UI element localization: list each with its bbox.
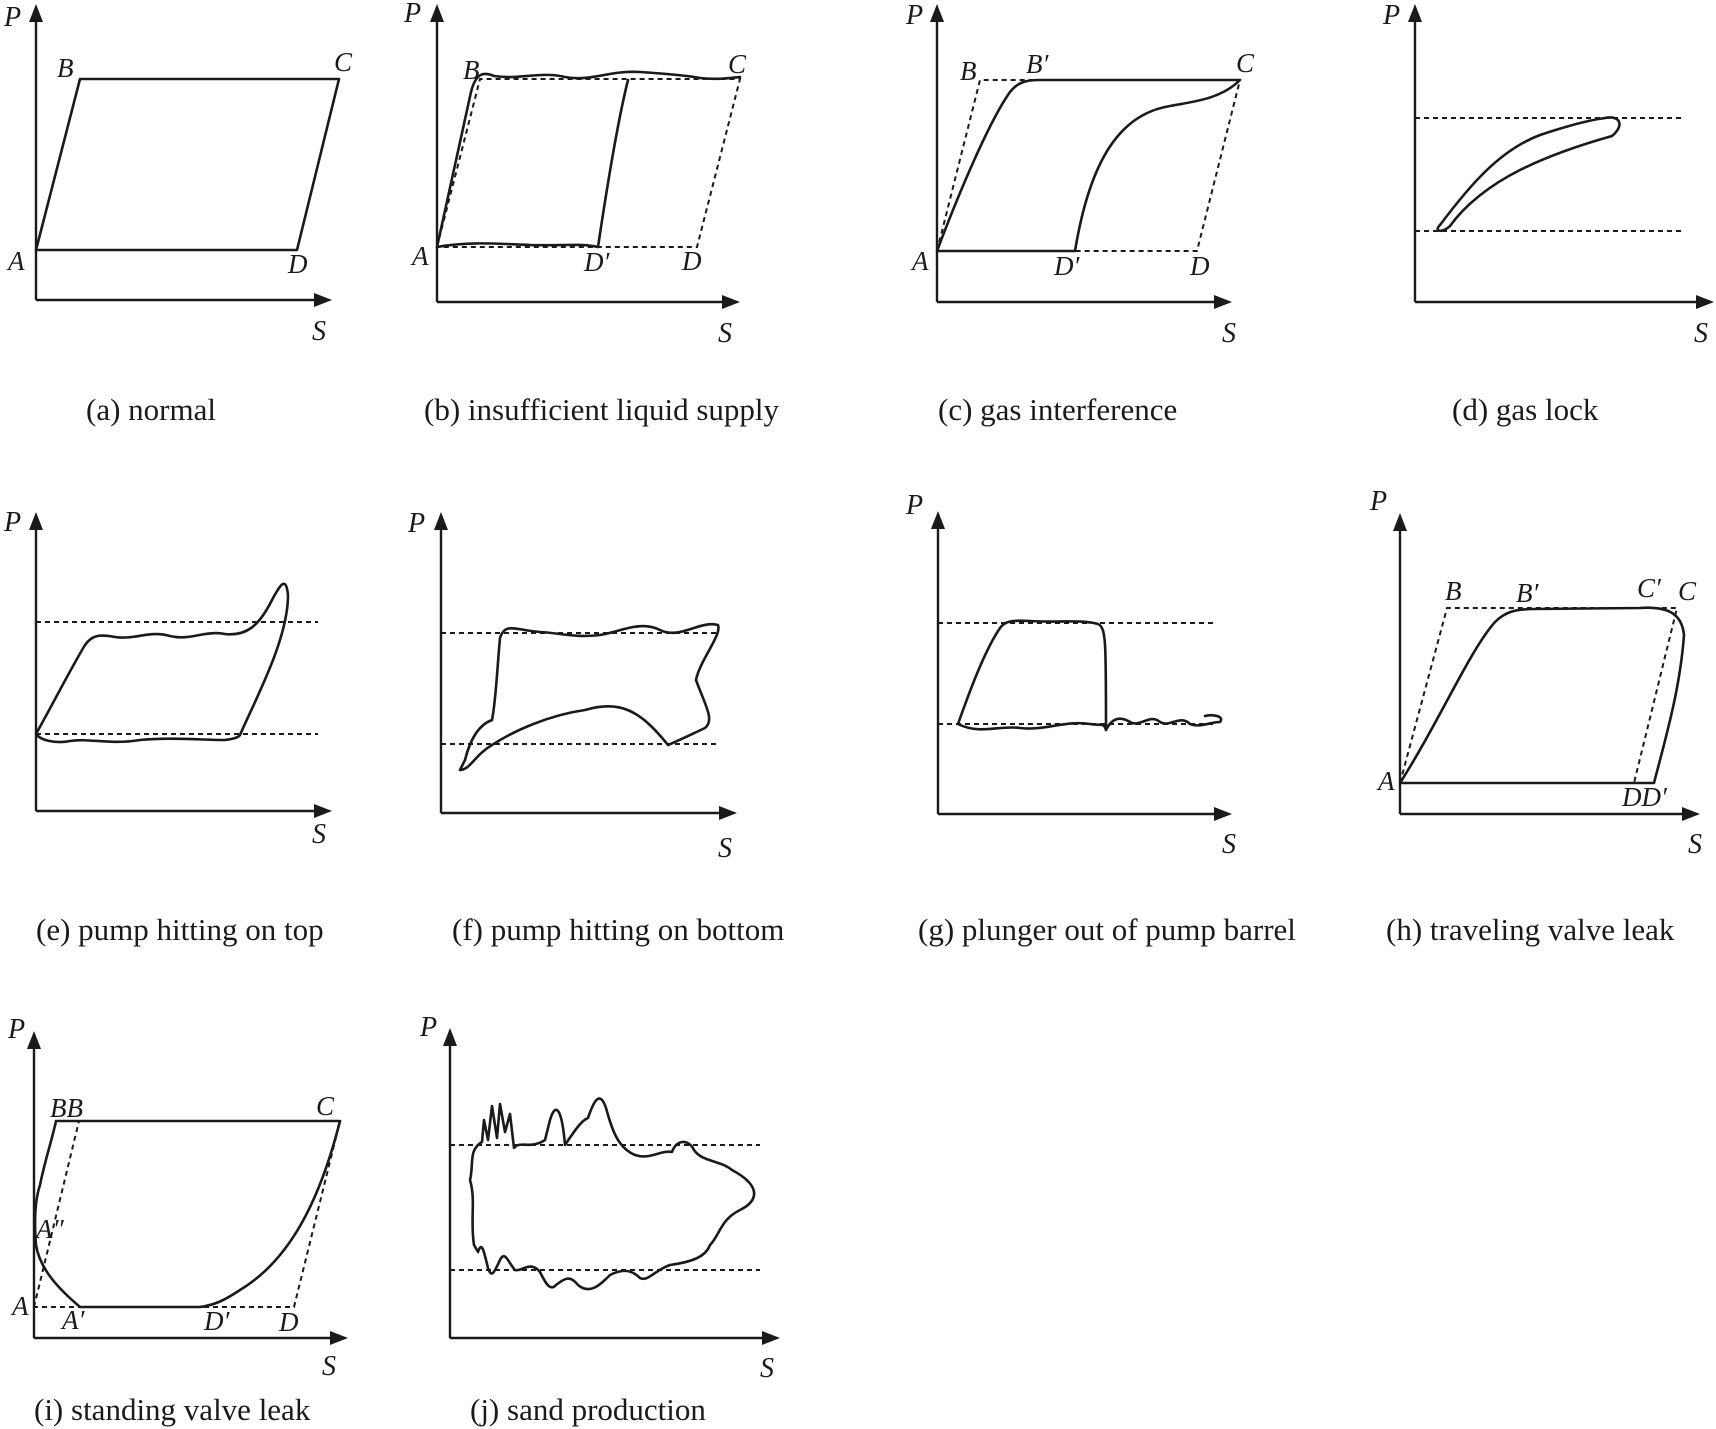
point-label-B: B (463, 55, 480, 85)
card-curve-b (437, 72, 740, 247)
caption-j: (j) sand production (470, 1392, 706, 1427)
x-axis-label: S (1694, 318, 1708, 349)
card-curve-a (36, 79, 339, 250)
point-label-B: B (1445, 576, 1462, 606)
x-axis-label: S (312, 819, 326, 850)
point-label-C-prime: C′ (1637, 573, 1661, 603)
panel-e (3, 507, 332, 947)
panel-f (407, 508, 784, 947)
point-label-B-prime: B′ (1026, 49, 1049, 79)
panel-b (403, 0, 780, 427)
point-label-D-prime: D′ (584, 247, 610, 277)
panel-c (905, 0, 1255, 427)
axes-e (3, 507, 332, 850)
point-label-D-prime: D′ (1054, 251, 1080, 281)
ideal-card-c (937, 80, 1240, 251)
point-label-B: B (57, 53, 74, 83)
x-axis-label: S (718, 318, 732, 349)
point-label-C: C (1236, 48, 1255, 78)
caption-g: (g) plunger out of pump barrel (918, 912, 1296, 947)
point-label-A: A (8, 246, 25, 276)
panel-h (1369, 486, 1702, 947)
x-axis-label: S (1688, 829, 1702, 860)
y-axis-label: P (1370, 486, 1388, 517)
x-axis-label: S (718, 833, 732, 864)
point-label-C: C (334, 47, 353, 77)
card-curve-j (470, 1099, 754, 1290)
point-label-BB: BB (50, 1093, 83, 1123)
ideal-card-b (437, 79, 740, 247)
card-curve-d (1438, 117, 1620, 230)
caption-b: (b) insufficient liquid supply (424, 392, 780, 427)
point-label-A: A (12, 1291, 29, 1321)
point-label-A: A (1378, 766, 1395, 796)
axes-f (407, 508, 737, 864)
card-curve-i (35, 1121, 340, 1307)
point-label-DD-prime: DD′ (1622, 782, 1667, 812)
y-axis-label: P (4, 507, 22, 538)
y-axis-label: P (404, 0, 422, 29)
y-axis-label: P (4, 2, 22, 33)
y-axis-label: P (906, 0, 924, 31)
y-axis-label: P (906, 490, 924, 521)
x-axis-label: S (760, 1353, 774, 1384)
point-label-D-prime: D′ (204, 1306, 230, 1336)
caption-i: (i) standing valve leak (34, 1392, 311, 1427)
panel-g (905, 490, 1296, 947)
point-label-B-prime: B′ (1516, 578, 1539, 608)
caption-e: (e) pump hitting on top (36, 912, 324, 947)
caption-d: (d) gas lock (1452, 392, 1599, 427)
point-label-A: A (912, 246, 929, 276)
x-axis-label: S (1222, 829, 1236, 860)
point-label-B: B (960, 56, 977, 86)
point-label-C: C (1678, 576, 1697, 606)
point-label-A-double-prime: A″ (36, 1214, 64, 1244)
caption-f: (f) pump hitting on bottom (452, 912, 785, 947)
card-curve-h (1400, 608, 1684, 783)
card-curve-g (958, 621, 1221, 730)
x-axis-label: S (1222, 318, 1236, 349)
axes-c (905, 0, 1236, 349)
caption-h: (h) traveling valve leak (1386, 912, 1675, 947)
point-label-D: D (682, 246, 702, 276)
axes-a (3, 2, 332, 347)
ideal-card-i (34, 1121, 340, 1307)
point-label-D: D (288, 249, 308, 279)
panel-d (1382, 0, 1714, 427)
x-axis-label: S (322, 1351, 336, 1382)
y-axis-label: P (420, 1012, 438, 1043)
point-label-D: D (1190, 251, 1210, 281)
ideal-card-h (1400, 608, 1677, 783)
point-label-C: C (728, 49, 747, 79)
card-curve-f (460, 624, 718, 770)
panel-j (419, 1012, 780, 1427)
point-label-A-prime: A′ (62, 1305, 85, 1335)
y-axis-label: P (408, 508, 426, 539)
card-curve-c (937, 80, 1240, 251)
axes-g (905, 490, 1236, 860)
card-curve-e (36, 584, 288, 742)
x-axis-label: S (312, 316, 326, 347)
panel-a (3, 2, 353, 427)
y-axis-label: P (1383, 0, 1401, 31)
panel-i (7, 1014, 348, 1427)
caption-c: (c) gas interference (938, 392, 1178, 427)
y-axis-label: P (8, 1014, 26, 1045)
point-label-A: A (412, 241, 429, 271)
caption-a: (a) normal (86, 392, 216, 427)
point-label-C: C (316, 1091, 335, 1121)
axes-d (1382, 0, 1714, 349)
point-label-D: D (279, 1307, 299, 1337)
